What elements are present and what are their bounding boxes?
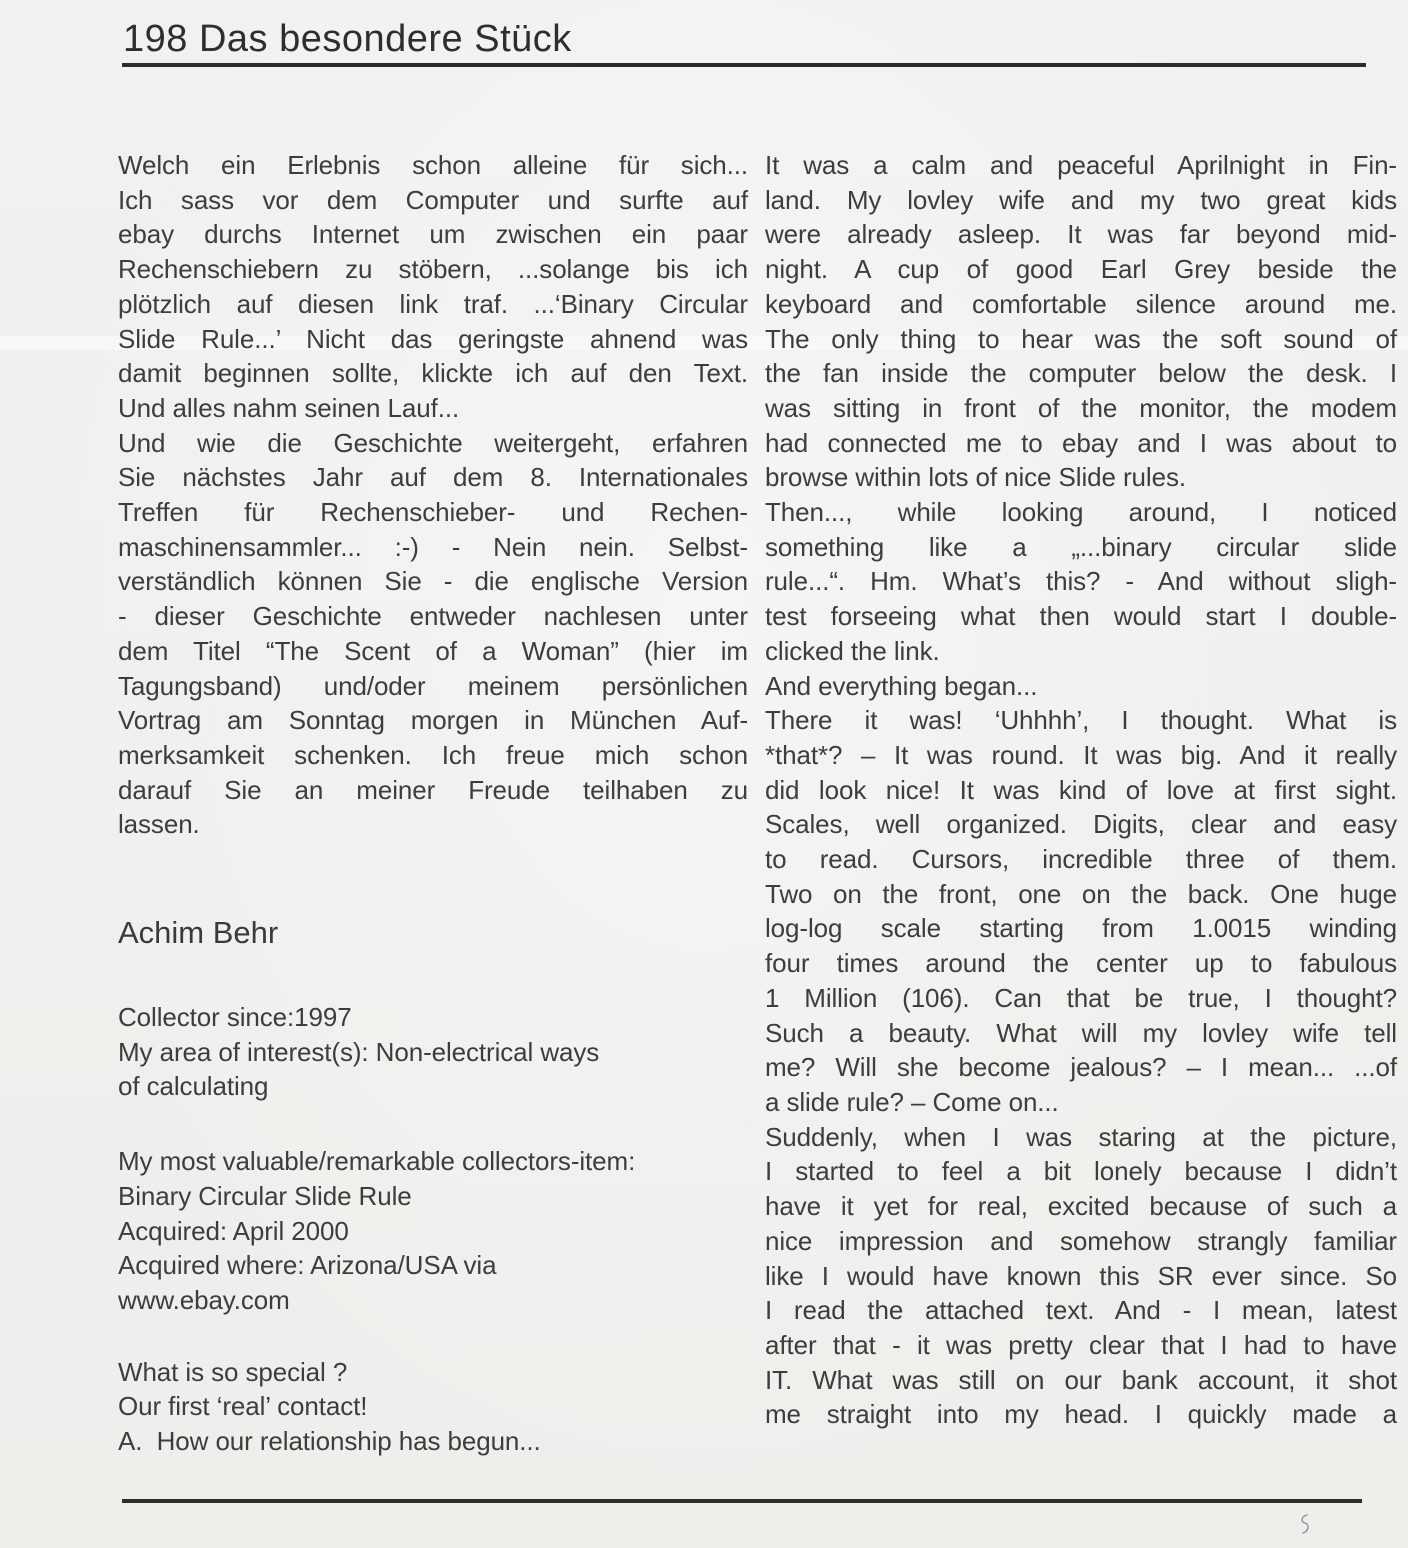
text-line: keyboard and comfortable silence around me. (765, 288, 1397, 319)
text-line: The only thing to hear was the soft sound of (765, 323, 1397, 354)
collector-info-block (118, 1000, 748, 1104)
text-line: Tagungsband) und/oder meinem persönlichen (118, 670, 748, 701)
text-line: land. My lovley wife and my two great kids (765, 184, 1397, 215)
text-line: 1 Million (106). Can that be true, I thought? (765, 982, 1397, 1013)
scan-mark-artifact (1296, 1512, 1312, 1541)
text-line: four times around the center up to fabulous (765, 948, 1397, 979)
text-line: nice impression and somehow strangly familiar (765, 1225, 1397, 1256)
text-line: browse within lots of nice Slide rules. (765, 462, 1186, 493)
text-line: Treffen für Rechenschieber- und Rechen- (118, 497, 748, 528)
text-line: Collector since:1997 (118, 1002, 352, 1033)
text-line: - dieser Geschichte entweder nachlesen unter (118, 601, 748, 632)
text-line: did look nice! It was kind of love at first sight. (765, 774, 1397, 805)
text-line: A. How our relationship has begun... (118, 1426, 541, 1457)
english-paragraph-3 (765, 669, 1397, 704)
text-line: me? Will she become jealous? – I mean... ...of (765, 1052, 1397, 1083)
scan-curl-icon (1296, 1512, 1312, 1536)
text-line: Vortrag am Sonntag morgen in München Auf- (118, 705, 748, 736)
text-line: like I would have known this SR ever since. So (765, 1260, 1397, 1291)
text-line: www.ebay.com (118, 1284, 290, 1315)
text-line: Such a beauty. What will my lovley wife tell (765, 1017, 1397, 1048)
text-line: something like a „...binary circular slide (765, 531, 1397, 562)
text-line: log-log scale starting from 1.0015 winding (765, 913, 1397, 944)
text-line: And everything began... (765, 670, 1038, 701)
header-divider (122, 63, 1366, 67)
text-line: My area of interest(s): Non-electrical ways (118, 1036, 600, 1067)
text-line: Slide Rule...’ Nicht das geringste ahnend was (118, 323, 748, 354)
text-line: Our first ‘real’ contact! (118, 1391, 368, 1422)
text-line: My most valuable/remarkable collectors-item: (118, 1146, 636, 1177)
text-line: merksamkeit schenken. Ich freue mich schon (118, 739, 748, 770)
text-line: maschinensammler... :-) - Nein nein. Selbst- (118, 531, 748, 562)
text-line: Binary Circular Slide Rule (118, 1180, 412, 1211)
text-line: night. A cup of good Earl Grey beside the (765, 254, 1397, 285)
text-line: dem Titel “The Scent of a Woman” (hier im (118, 635, 748, 666)
text-line: was sitting in front of the monitor, the modem (765, 392, 1397, 423)
text-line: a slide rule? – Come on... (765, 1086, 1059, 1117)
text-line: Welch ein Erlebnis schon alleine für sich... (118, 150, 748, 180)
text-line: after that - it was pretty clear that I had to have (765, 1329, 1397, 1360)
special-info-block (118, 1355, 748, 1459)
text-line: of calculating (118, 1071, 269, 1102)
text-line: darauf Sie an meiner Freude teilhaben zu (118, 774, 748, 805)
text-line: Suddenly, when I was staring at the picture, (765, 1121, 1397, 1152)
text-line: What is so special ? (118, 1356, 348, 1387)
text-line: to read. Cursors, incredible three of them. (765, 844, 1397, 875)
text-line: Acquired: April 2000 (118, 1215, 349, 1246)
german-paragraph-2 (118, 426, 748, 842)
text-line: *that*? – It was round. It was big. And it really (765, 739, 1397, 770)
text-line: Scales, well organized. Digits, clear and easy (765, 809, 1397, 840)
text-line: It was a calm and peaceful Aprilnight in Fin- (765, 150, 1397, 180)
text-line: the fan inside the computer below the desk. I (765, 358, 1397, 389)
text-line: clicked the link. (765, 635, 940, 666)
text-line: verständlich können Sie - die englische Version (118, 566, 748, 597)
left-column (118, 148, 748, 1459)
english-paragraph-1 (765, 148, 1397, 495)
text-line: Then..., while looking around, I noticed (765, 497, 1397, 528)
text-line: Sie nächstes Jahr auf dem 8. Internationales (118, 462, 748, 493)
text-line: me straight into my head. I quickly made a (765, 1399, 1397, 1430)
text-line: plötzlich auf diesen link traf. ...‘Binary Circular (118, 288, 748, 319)
german-paragraph-1 (118, 148, 748, 426)
text-line: have it yet for real, excited because of such a (765, 1191, 1397, 1222)
footer-divider (122, 1499, 1362, 1503)
english-paragraph-4 (765, 703, 1397, 1119)
text-line: Rechenschiebern zu stöbern, ...solange bis ich (118, 254, 748, 285)
text-line: rule...“. Hm. What’s this? - And without sligh- (765, 566, 1397, 597)
english-paragraph-2 (765, 495, 1397, 669)
text-line: Two on the front, one on the back. One huge (765, 878, 1397, 909)
text-line: were already asleep. It was far beyond mid- (765, 219, 1397, 250)
text-line: damit beginnen sollte, klickte ich auf den Text. (118, 358, 748, 389)
author-name: Achim Behr (118, 915, 279, 951)
text-line: had connected me to ebay and I was about to (765, 427, 1397, 458)
text-line: Und wie die Geschichte weitergeht, erfahren (118, 427, 748, 458)
text-line: lassen. (118, 809, 200, 840)
right-column (765, 148, 1397, 1432)
text-line: test forseeing what then would start I double- (765, 601, 1397, 632)
text-line: There it was! ‘Uhhhh’, I thought. What is (765, 705, 1397, 736)
text-line: IT. What was still on our bank account, it shot (765, 1364, 1397, 1395)
item-info-block (118, 1144, 748, 1318)
page-title: 198 Das besondere Stück (123, 18, 572, 60)
text-line: ebay durchs Internet um zwischen ein paar (118, 219, 748, 250)
text-line: Und alles nahm seinen Lauf... (118, 392, 460, 423)
text-line: Acquired where: Arizona/USA via (118, 1250, 497, 1281)
text-line: Ich sass vor dem Computer und surfte auf (118, 184, 748, 215)
english-paragraph-5 (765, 1120, 1397, 1432)
text-line: I started to feel a bit lonely because I didn’t (765, 1156, 1397, 1187)
text-line: I read the attached text. And - I mean, latest (765, 1295, 1397, 1326)
